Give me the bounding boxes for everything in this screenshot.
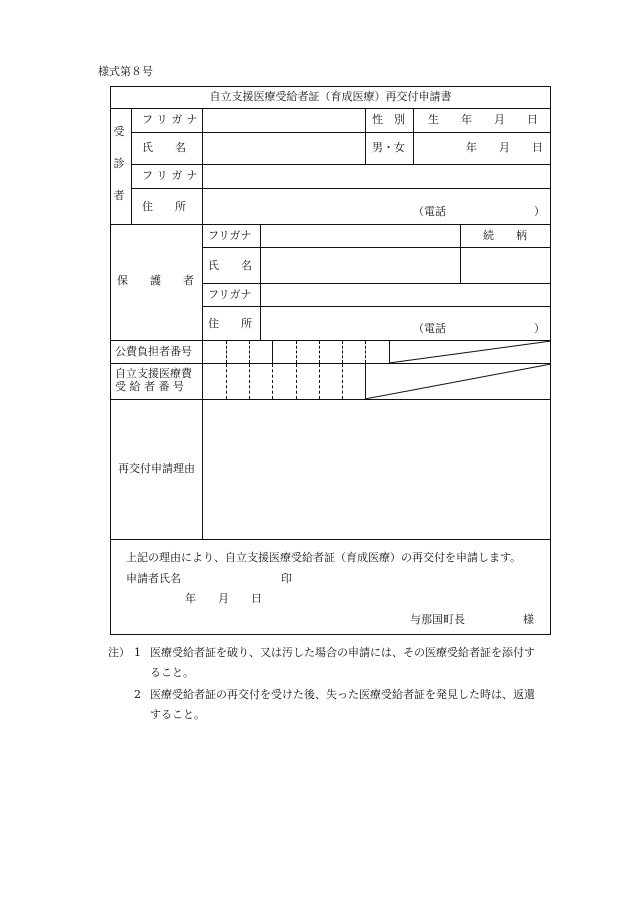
sex-options[interactable]: 男・女 <box>372 141 405 154</box>
birth-date-header: 生 年 月 日 <box>428 113 538 126</box>
addressee-honorific: 様 <box>523 613 534 626</box>
application-date[interactable]: 年 月 日 <box>185 592 262 605</box>
patient-phone-close: ） <box>534 205 545 218</box>
form-number: 様式第８号 <box>98 65 153 78</box>
reason-label: 再交付申請理由 <box>118 462 195 475</box>
patient-phone-label: （電話 <box>413 205 446 218</box>
recipient-unused-diagonal <box>365 364 551 399</box>
declaration-statement: 上記の理由により、自立支援医療受給者証（育成医療）の再交付を申請します。 <box>126 551 522 564</box>
recipient-number-label-line1: 自立支援医療費 <box>115 367 192 380</box>
patient-address-furigana-label: フリガナ <box>142 169 202 182</box>
payer-unused-diagonal <box>389 341 551 363</box>
form-title: 自立支援医療受給者証（育成医療）再交付申請書 <box>209 90 452 103</box>
recipient-number-label-line2: 受 給 者 番 号 <box>115 380 184 393</box>
note-1-line1: 医療受給者証を破り、又は汚した場合の申請には、その医療受給者証を添付す <box>150 646 535 659</box>
patient-address-label: 住 所 <box>142 200 186 213</box>
note-1-line2: ること。 <box>150 666 194 679</box>
addressee: 与那国町長 <box>410 613 465 626</box>
patient-group-char-2: 診 <box>113 157 125 170</box>
guardian-phone-close: ） <box>534 322 545 335</box>
notes-prefix: 注） <box>108 646 130 659</box>
note-2-number: 2 <box>134 688 141 701</box>
patient-furigana-label: フリガナ <box>142 113 202 126</box>
patient-name-label: 氏 名 <box>142 141 186 154</box>
note-1-number: 1 <box>134 646 141 659</box>
applicant-name-field[interactable] <box>186 570 276 586</box>
patient-group-char-1: 受 <box>113 125 125 138</box>
public-payer-number-label: 公費負担者番号 <box>115 345 192 358</box>
note-2-line2: すること。 <box>150 708 205 721</box>
sex-label: 性 別 <box>372 113 405 126</box>
seal-mark: 印 <box>281 572 292 585</box>
birth-date-value[interactable]: 年 月 日 <box>466 141 543 154</box>
guardian-address-furigana-label: フリガナ <box>208 288 252 301</box>
relation-label: 続 柄 <box>483 229 527 242</box>
guardian-address-label: 住 所 <box>208 317 252 330</box>
reason-field[interactable] <box>203 400 551 539</box>
guardian-group-label: 保 護 者 <box>117 274 194 287</box>
guardian-name-label: 氏 名 <box>208 259 252 272</box>
applicant-name-label: 申請者氏名 <box>126 572 181 585</box>
patient-group-char-3: 者 <box>113 189 125 202</box>
guardian-phone-label: （電話 <box>413 322 446 335</box>
guardian-furigana-label: フリガナ <box>208 229 252 242</box>
note-2-line1: 医療受給者証の再交付を受けた後、失った医療受給者証を発見した時は、返還 <box>150 688 535 701</box>
